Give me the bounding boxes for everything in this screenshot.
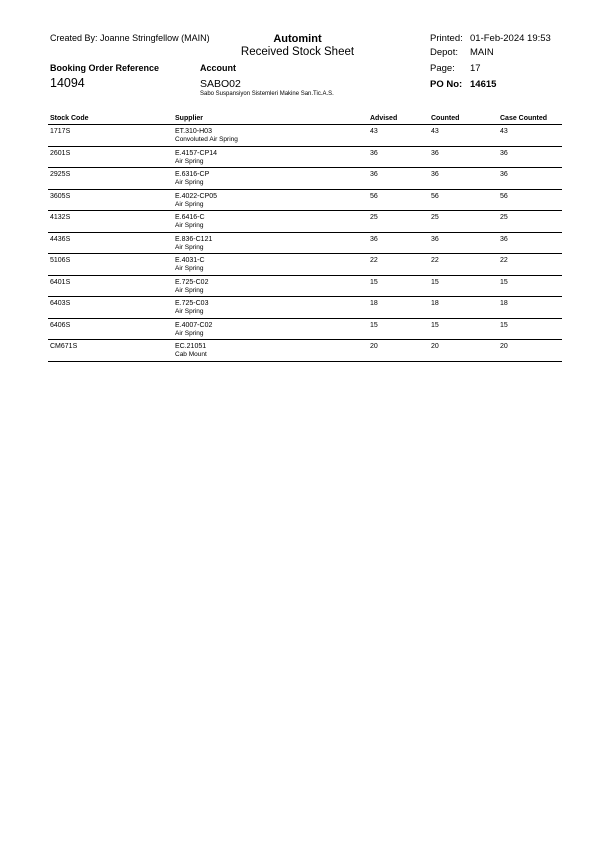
cell-counted: 36 [431, 149, 439, 157]
cell-case-counted: 15 [500, 278, 508, 286]
cell-description: Cab Mount [175, 351, 207, 358]
stock-table [48, 113, 562, 362]
cell-advised: 56 [370, 192, 378, 200]
cell-supplier-code: E.6416-C [175, 214, 205, 221]
cell-supplier-code: E.725-C02 [175, 278, 209, 286]
cell-counted: 22 [431, 257, 439, 264]
cell-stock-code: 6403S [50, 300, 71, 307]
cell-counted: 25 [431, 214, 439, 221]
table-row [48, 297, 562, 319]
cell-advised: 15 [370, 278, 378, 286]
created-by-value: Joanne Stringfellow (MAIN) [100, 33, 210, 43]
page-label: Page: [430, 63, 455, 74]
cell-counted: 56 [431, 192, 439, 200]
cell-description: Air Spring [175, 222, 204, 229]
account-code: SABO02 [200, 78, 241, 90]
cell-counted: 20 [431, 343, 439, 350]
po-number: 14615 [470, 79, 497, 90]
table-row [48, 168, 562, 190]
cell-description: Convoluted Air Spring [175, 136, 238, 143]
company-name: Automint [273, 33, 322, 45]
cell-description: Air Spring [175, 200, 204, 208]
table-row [48, 319, 562, 341]
table-row [48, 233, 562, 255]
cell-stock-code: 2601S [50, 149, 71, 157]
table-row [48, 211, 562, 233]
cell-description: Air Spring [175, 179, 204, 186]
cell-case-counted: 36 [500, 171, 508, 178]
cell-advised: 36 [370, 149, 378, 157]
header-case-counted: Case Counted [500, 115, 548, 122]
cell-supplier-code: E.6316-CP [175, 171, 210, 178]
cell-description: Air Spring [175, 157, 204, 165]
table-row [48, 340, 562, 362]
cell-counted: 36 [431, 235, 439, 243]
cell-stock-code: 6401S [50, 278, 71, 286]
booking-ref-label: Booking Order Reference [50, 63, 160, 73]
header-supplier: Supplier [175, 115, 204, 122]
cell-stock-code: 6406S [50, 321, 71, 329]
table-row [48, 254, 562, 276]
cell-advised: 36 [370, 171, 378, 178]
header-stock-code: Stock Code [50, 115, 89, 122]
table-row [48, 147, 562, 169]
header-counted: Counted [431, 115, 460, 122]
cell-stock-code: CM671S [50, 343, 78, 350]
cell-case-counted: 56 [500, 192, 508, 200]
header-advised: Advised [370, 115, 398, 122]
cell-advised: 36 [370, 235, 378, 243]
depot-value: MAIN [470, 47, 494, 58]
table-row [48, 125, 562, 147]
cell-advised: 25 [370, 214, 378, 221]
cell-case-counted: 20 [500, 343, 508, 350]
cell-supplier-code: E.4157-CP14 [175, 149, 218, 157]
cell-stock-code: 2925S [50, 171, 71, 178]
cell-case-counted: 43 [500, 128, 508, 135]
po-label: PO No: [430, 79, 463, 90]
cell-advised: 20 [370, 343, 378, 350]
cell-advised: 43 [370, 128, 378, 135]
cell-supplier-code: EC.21051 [175, 343, 207, 350]
table-row [48, 190, 562, 212]
cell-stock-code: 5106S [50, 257, 71, 264]
cell-counted: 15 [431, 321, 439, 329]
cell-description: Air Spring [175, 243, 204, 251]
cell-supplier-code: E.4031-C [175, 257, 205, 264]
cell-supplier-code: E.4007-C02 [175, 321, 213, 329]
account-name: Sabo Suspansiyon Sistemleri Makine San.Tic.A.S. [200, 91, 334, 97]
cell-advised: 22 [370, 257, 378, 264]
document-title: Received Stock Sheet [240, 46, 355, 58]
cell-description: Air Spring [175, 286, 204, 294]
cell-counted: 43 [431, 128, 439, 135]
page-number: 17 [470, 63, 481, 74]
cell-case-counted: 15 [500, 321, 508, 329]
cell-case-counted: 18 [500, 300, 508, 307]
cell-stock-code: 4436S [50, 235, 71, 243]
account-label: Account [200, 63, 236, 73]
table-row [48, 276, 562, 298]
cell-description: Air Spring [175, 265, 204, 272]
created-by-label: Created By: [50, 33, 98, 43]
cell-counted: 15 [431, 278, 439, 286]
cell-counted: 18 [431, 300, 439, 307]
depot-label: Depot: [430, 47, 458, 58]
printed-value: 01-Feb-2024 19:53 [470, 33, 551, 44]
booking-ref-value: 14094 [50, 76, 85, 90]
cell-advised: 18 [370, 300, 378, 307]
cell-stock-code: 1717S [50, 128, 71, 135]
printed-label: Printed: [430, 33, 463, 44]
cell-stock-code: 4132S [50, 214, 71, 221]
cell-supplier-code: E.836-C121 [175, 235, 213, 243]
cell-supplier-code: E.4022-CP05 [175, 192, 218, 200]
created-by [50, 33, 210, 43]
table-header [48, 113, 562, 125]
cell-case-counted: 36 [500, 235, 508, 243]
cell-counted: 36 [431, 171, 439, 178]
cell-stock-code: 3605S [50, 192, 71, 200]
cell-supplier-code: ET.310-H03 [175, 128, 212, 135]
cell-case-counted: 25 [500, 214, 508, 221]
cell-description: Air Spring [175, 308, 204, 315]
cell-supplier-code: E.725-C03 [175, 300, 209, 307]
cell-case-counted: 22 [500, 257, 508, 264]
cell-advised: 15 [370, 321, 378, 329]
cell-description: Air Spring [175, 329, 204, 337]
cell-case-counted: 36 [500, 149, 508, 157]
